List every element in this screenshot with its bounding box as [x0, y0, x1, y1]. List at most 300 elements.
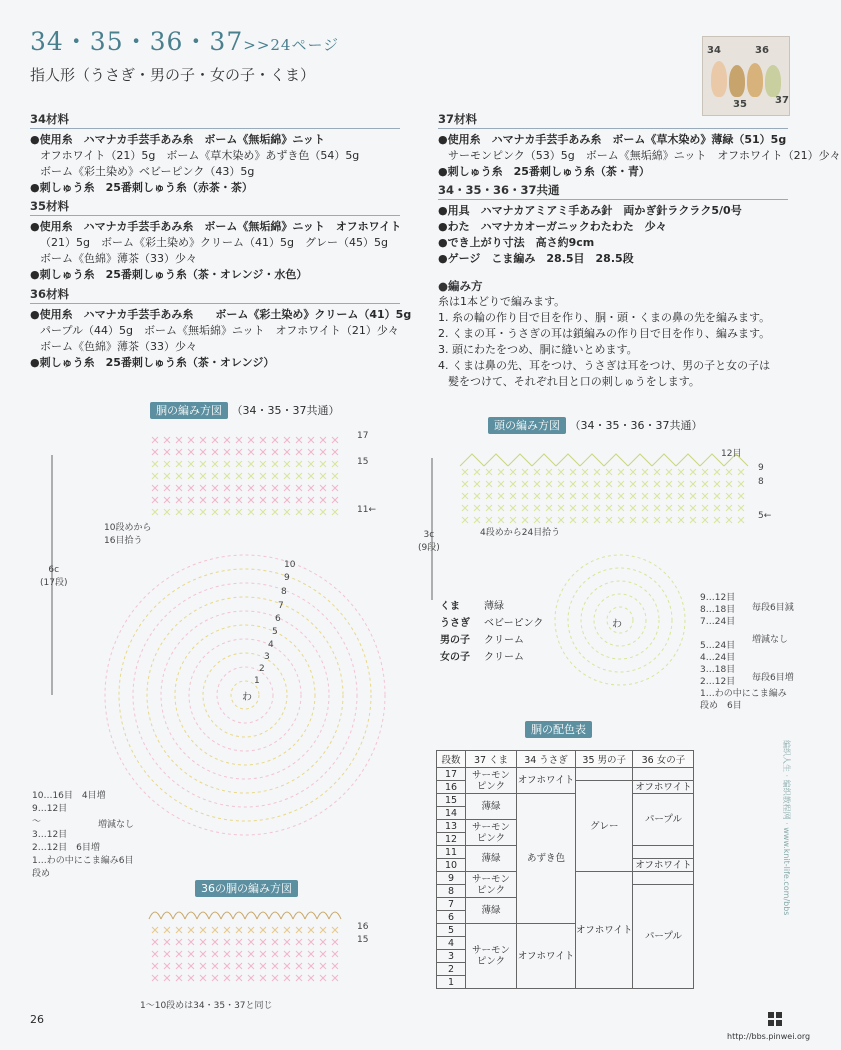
stitch-x — [272, 449, 278, 455]
materials-line: ボーム《彩土染め》ベビーピンク（43）5g — [40, 165, 255, 178]
stitch-x — [284, 497, 290, 503]
stitch-x — [320, 927, 326, 933]
stitch-x — [296, 473, 302, 479]
stitch-x — [188, 437, 194, 443]
stitch-x — [546, 493, 552, 499]
stitch-x — [200, 509, 206, 515]
stitch-x — [236, 509, 242, 515]
stitch-x — [152, 473, 158, 479]
head-row-8: 8 — [758, 477, 764, 487]
color-cell: サーモン ピンク — [466, 924, 517, 989]
inc-note: 1…わの中にこま編み6目 — [32, 856, 134, 866]
stitch-x — [678, 493, 684, 499]
stitch-x — [308, 927, 314, 933]
stitch-x — [176, 951, 182, 957]
stitch-arc — [305, 912, 317, 919]
body-center-ring: わ — [242, 692, 252, 703]
stitch-x — [702, 493, 708, 499]
stitch-x — [332, 461, 338, 467]
stitch-x — [212, 975, 218, 981]
stitch-x — [702, 481, 708, 487]
stitch-arc — [221, 912, 233, 919]
round-label: 1 — [254, 676, 260, 686]
stitch-x — [678, 505, 684, 511]
stitch-x — [248, 449, 254, 455]
stitch-x — [248, 497, 254, 503]
stitch-x — [462, 493, 468, 499]
round-label: 6 — [275, 614, 281, 624]
stitch-arc — [185, 912, 197, 919]
stitch-x — [654, 469, 660, 475]
legend-key: くま — [440, 601, 460, 612]
method-line: 髪をつけて、それぞれ目と口の刺しゅうをします。 — [448, 375, 700, 388]
stitch-x — [558, 505, 564, 511]
stitch-dec — [652, 454, 676, 466]
stitch-x — [164, 939, 170, 945]
row-label-11: 11← — [357, 505, 376, 515]
materials-35 — [30, 198, 400, 283]
stitch-x — [272, 509, 278, 515]
page-number: 26 — [30, 1013, 44, 1026]
stitch-x — [332, 509, 338, 515]
stitch-x — [176, 939, 182, 945]
stitch-arc — [317, 912, 329, 919]
head-row-9: 9 — [758, 463, 764, 473]
materials-37-heading: 37材料 — [438, 112, 478, 126]
legend-value: ベビーピンク — [484, 618, 544, 629]
stitch-x — [200, 939, 206, 945]
inc-note: 9…12目 — [700, 593, 736, 603]
stitch-x — [224, 963, 230, 969]
color-cell: オフホワイト — [517, 768, 576, 794]
stitch-x — [224, 473, 230, 479]
stitch-x — [606, 505, 612, 511]
row-number: 10 — [437, 859, 466, 872]
stitch-x — [510, 469, 516, 475]
materials-34-heading: 34材料 — [30, 112, 70, 126]
stitch-x — [260, 951, 266, 957]
round-label: 4 — [268, 640, 274, 650]
stitch-x — [152, 975, 158, 981]
page-reference: >>24ページ — [243, 36, 340, 54]
row-number: 8 — [437, 885, 466, 898]
knitting-method — [438, 278, 788, 390]
stitch-x — [212, 497, 218, 503]
stitch-x — [332, 939, 338, 945]
stitch-x — [606, 481, 612, 487]
stitch-x — [522, 493, 528, 499]
stitch-x — [462, 517, 468, 523]
stitch-x — [486, 517, 492, 523]
stitch-x — [152, 951, 158, 957]
stitch-x — [534, 505, 540, 511]
stitch-x — [666, 469, 672, 475]
stitch-x — [284, 963, 290, 969]
color-cell — [633, 768, 694, 781]
stitch-x — [474, 505, 480, 511]
stitch-x — [152, 927, 158, 933]
stitch-x — [200, 485, 206, 491]
stitch-x — [498, 469, 504, 475]
stitch-x — [702, 517, 708, 523]
stitch-x — [534, 469, 540, 475]
stitch-x — [702, 469, 708, 475]
inc-note: 1…わの中にこま編み — [700, 689, 787, 699]
row-number: 4 — [437, 937, 466, 950]
color-table-wrap — [436, 750, 694, 989]
stitch-x — [296, 497, 302, 503]
row-number: 9 — [437, 872, 466, 885]
stitch-x — [200, 975, 206, 981]
stitch-x — [224, 939, 230, 945]
stitch-x — [176, 497, 182, 503]
stitch-x — [188, 939, 194, 945]
stitch-x — [738, 505, 744, 511]
stitch-x — [296, 509, 302, 515]
stitch-arc — [149, 912, 161, 919]
stitch-x — [498, 493, 504, 499]
stitch-x — [176, 509, 182, 515]
stitch-x — [738, 517, 744, 523]
stitch-x — [224, 485, 230, 491]
stitch-x — [200, 473, 206, 479]
stitch-x — [248, 963, 254, 969]
method-line: 1. 糸の輪の作り目で目を作り、胴・頭・くまの鼻の先を編みます。 — [438, 311, 771, 324]
stitch-dec — [580, 454, 604, 466]
row-number: 13 — [437, 820, 466, 833]
stitch-x — [164, 951, 170, 957]
head-color-legend — [440, 598, 543, 666]
inc-note: 3…18目 — [700, 665, 736, 675]
table-header: 段数 — [437, 751, 466, 768]
stitch-x — [260, 939, 266, 945]
color-table — [436, 750, 694, 989]
row-number: 12 — [437, 833, 466, 846]
stitch-x — [260, 509, 266, 515]
body-no-change-note: 増減なし — [98, 820, 135, 830]
legend-key: 男の子 — [440, 635, 470, 646]
stitch-arc — [269, 912, 281, 919]
stitch-x — [582, 517, 588, 523]
stitch-dec — [484, 454, 508, 466]
inc-note: 段め 6目 — [700, 701, 742, 711]
stitch-x — [582, 481, 588, 487]
stitch-x — [332, 473, 338, 479]
table-header-row — [437, 751, 694, 768]
stitch-x — [462, 505, 468, 511]
table-header: 34 うさぎ — [517, 751, 576, 768]
stitch-dec — [604, 454, 628, 466]
stitch-x — [248, 939, 254, 945]
inc-note: 4…24目 — [700, 653, 736, 663]
stitch-x — [474, 481, 480, 487]
stitch-x — [332, 975, 338, 981]
stitch-x — [236, 497, 242, 503]
head-no-change-note: 増減なし — [752, 635, 789, 645]
stitch-x — [296, 975, 302, 981]
materials-34 — [30, 111, 400, 196]
stitch-x — [212, 473, 218, 479]
stitch-x — [200, 461, 206, 467]
stitch-x — [320, 509, 326, 515]
stitch-x — [570, 493, 576, 499]
stitch-x — [666, 505, 672, 511]
stitch-x — [236, 485, 242, 491]
color-cell: 薄緑 — [466, 846, 517, 872]
stitch-x — [164, 437, 170, 443]
stitch-x — [642, 517, 648, 523]
stitch-x — [594, 517, 600, 523]
source-url[interactable]: http://bbs.pinwei.org — [727, 1032, 811, 1041]
stitch-x — [164, 927, 170, 933]
legend-row — [440, 615, 543, 632]
method-line: 糸は1本どりで編みます。 — [438, 295, 566, 308]
stitch-x — [260, 975, 266, 981]
stitch-x — [236, 461, 242, 467]
materials-line: サーモンピンク（53）5g ボーム《無垢綿》ニット オフホワイト（21）少々 — [448, 149, 841, 162]
legend-value: クリーム — [484, 635, 524, 646]
head-chart-heading — [488, 417, 703, 433]
stitch-x — [164, 449, 170, 455]
body36-stitches — [149, 912, 341, 981]
stitch-x — [320, 975, 326, 981]
stitch-arc — [245, 912, 257, 919]
stitch-x — [296, 963, 302, 969]
row-number: 2 — [437, 963, 466, 976]
stitch-x — [618, 505, 624, 511]
head-decrease-note: 毎段6目減 — [752, 603, 794, 613]
stitch-x — [152, 461, 158, 467]
stitch-x — [462, 469, 468, 475]
stitch-x — [296, 449, 302, 455]
stitch-x — [272, 963, 278, 969]
body36-diagram — [140, 905, 360, 995]
stitch-x — [678, 517, 684, 523]
stitch-x — [152, 509, 158, 515]
stitch-x — [332, 437, 338, 443]
stitch-x — [284, 473, 290, 479]
body36-note: 1〜10段めは34・35・37と同じ — [140, 1001, 273, 1011]
stitch-dec — [676, 454, 700, 466]
stitch-x — [332, 951, 338, 957]
stitch-x — [284, 939, 290, 945]
materials-line: ●刺しゅう糸 25番刺しゅう糸（茶・青） — [438, 165, 650, 178]
stitch-x — [296, 927, 302, 933]
stitch-x — [654, 517, 660, 523]
stitch-x — [510, 481, 516, 487]
stitch-x — [272, 497, 278, 503]
stitch-x — [272, 975, 278, 981]
materials-line: ●刺しゅう糸 25番刺しゅう糸（茶・オレンジ・水色） — [30, 268, 308, 281]
stitch-x — [248, 951, 254, 957]
stitch-x — [188, 473, 194, 479]
stitch-x — [248, 927, 254, 933]
stitch-x — [726, 505, 732, 511]
stitch-x — [188, 963, 194, 969]
stitch-x — [176, 437, 182, 443]
round-label: 10 — [284, 560, 296, 570]
stitch-x — [284, 461, 290, 467]
method-heading: ●編み方 — [438, 279, 483, 293]
body-chart-note: （34・35・37共通） — [231, 404, 340, 417]
stitch-x — [188, 509, 194, 515]
color-cell: オフホワイト — [633, 781, 694, 794]
stitch-x — [152, 939, 158, 945]
stitch-dec — [556, 454, 580, 466]
stitch-x — [738, 481, 744, 487]
color-cell: 薄緑 — [466, 794, 517, 820]
stitch-x — [726, 481, 732, 487]
stitch-x — [642, 493, 648, 499]
stitch-x — [308, 951, 314, 957]
stitch-x — [224, 509, 230, 515]
photo-label-35: 35 — [733, 99, 747, 110]
color-table-heading — [525, 718, 592, 737]
stitch-x — [522, 481, 528, 487]
stitch-x — [188, 927, 194, 933]
stitch-x — [630, 505, 636, 511]
materials-line: ●刺しゅう糸 25番刺しゅう糸（赤茶・茶） — [30, 181, 253, 194]
divider — [30, 128, 400, 129]
stitch-x — [224, 497, 230, 503]
stitch-x — [630, 517, 636, 523]
inc-note: 2…12目 6目増 — [32, 843, 100, 853]
stitch-x — [236, 927, 242, 933]
stitch-dec — [460, 454, 484, 466]
stitch-x — [212, 509, 218, 515]
divider — [438, 128, 788, 129]
stitch-x — [666, 481, 672, 487]
materials-line: ●でき上がり寸法 高さ約9cm — [438, 236, 595, 249]
materials-37 — [438, 111, 841, 180]
stitch-x — [176, 963, 182, 969]
body-stitch-rows — [152, 437, 338, 515]
materials-line: ●刺しゅう糸 25番刺しゅう糸（茶・オレンジ） — [30, 356, 275, 369]
stitch-x — [320, 437, 326, 443]
stitch-x — [690, 505, 696, 511]
stitch-x — [212, 437, 218, 443]
stitch-x — [320, 963, 326, 969]
stitch-x — [320, 951, 326, 957]
stitch-x — [164, 975, 170, 981]
stitch-x — [176, 927, 182, 933]
stitch-x — [272, 939, 278, 945]
stitch-x — [152, 449, 158, 455]
doll-rabbit — [711, 61, 727, 97]
stitch-x — [534, 517, 540, 523]
body-chart-diagram — [20, 425, 420, 795]
method-line: 4. くまは鼻の先、耳をつけ、うさぎは耳をつけ、男の子と女の子は — [438, 359, 771, 372]
stitch-x — [260, 461, 266, 467]
row-label-15: 15 — [357, 935, 369, 945]
row-number: 7 — [437, 898, 466, 911]
stitch-x — [248, 485, 254, 491]
stitch-x — [320, 485, 326, 491]
stitch-x — [486, 481, 492, 487]
divider — [30, 303, 400, 304]
stitch-x — [284, 975, 290, 981]
stitch-x — [236, 951, 242, 957]
stitch-x — [272, 461, 278, 467]
doll-boy — [729, 65, 745, 97]
color-cell: グレー — [576, 781, 633, 872]
stitch-x — [224, 975, 230, 981]
stitch-x — [236, 975, 242, 981]
materials-line: （21）5g ボーム《彩土染め》クリーム（41）5g グレー（45）5g — [40, 236, 388, 249]
stitch-x — [200, 951, 206, 957]
stitch-x — [236, 437, 242, 443]
stitch-x — [284, 951, 290, 957]
stitch-x — [498, 481, 504, 487]
stitch-x — [714, 469, 720, 475]
row-number: 1 — [437, 976, 466, 989]
body-pickup-note: 10段めから 16目拾う — [104, 523, 152, 546]
stitch-x — [224, 449, 230, 455]
stitch-x — [606, 517, 612, 523]
stitch-x — [152, 497, 158, 503]
materials-common — [438, 182, 788, 267]
body-height-label: 6c (17段) — [40, 565, 68, 588]
stitch-x — [570, 517, 576, 523]
body36-heading — [195, 877, 298, 896]
stitch-x — [248, 509, 254, 515]
stitch-x — [474, 493, 480, 499]
stitch-x — [164, 485, 170, 491]
stitch-x — [212, 951, 218, 957]
stitch-x — [248, 975, 254, 981]
stitch-x — [486, 505, 492, 511]
doll-bear — [765, 65, 781, 97]
stitch-x — [522, 469, 528, 475]
stitch-x — [200, 437, 206, 443]
round-label: 3 — [264, 652, 270, 662]
stitch-x — [702, 505, 708, 511]
inc-note: 段め — [32, 869, 51, 879]
divider — [438, 199, 788, 200]
row-number: 3 — [437, 950, 466, 963]
legend-row — [440, 598, 543, 615]
stitch-arc — [161, 912, 173, 919]
stitch-x — [308, 473, 314, 479]
row-label-16: 16 — [357, 922, 369, 932]
stitch-x — [714, 493, 720, 499]
stitch-x — [630, 493, 636, 499]
round-label: 5 — [272, 627, 278, 637]
stitch-x — [284, 437, 290, 443]
round-label: 9 — [284, 573, 290, 583]
stitch-x — [558, 493, 564, 499]
materials-line: ●使用糸 ハマナカ手芸手あみ糸 ボーム《草木染め》薄緑（51）5g — [438, 133, 787, 146]
stitch-x — [308, 975, 314, 981]
stitch-x — [224, 951, 230, 957]
row-number: 14 — [437, 807, 466, 820]
stitch-x — [332, 963, 338, 969]
legend-value: クリーム — [484, 652, 524, 663]
stitch-x — [164, 461, 170, 467]
stitch-arc — [197, 912, 209, 919]
stitch-x — [654, 481, 660, 487]
stitch-arc — [209, 912, 221, 919]
color-cell: オフホワイト — [633, 859, 694, 872]
stitch-x — [582, 505, 588, 511]
stitch-x — [212, 485, 218, 491]
stitch-x — [308, 437, 314, 443]
stitch-x — [714, 505, 720, 511]
color-cell: オフホワイト — [576, 872, 633, 989]
color-cell: サーモン ピンク — [466, 872, 517, 898]
inc-note: 9…12目 — [32, 804, 68, 814]
stitch-dec — [508, 454, 532, 466]
